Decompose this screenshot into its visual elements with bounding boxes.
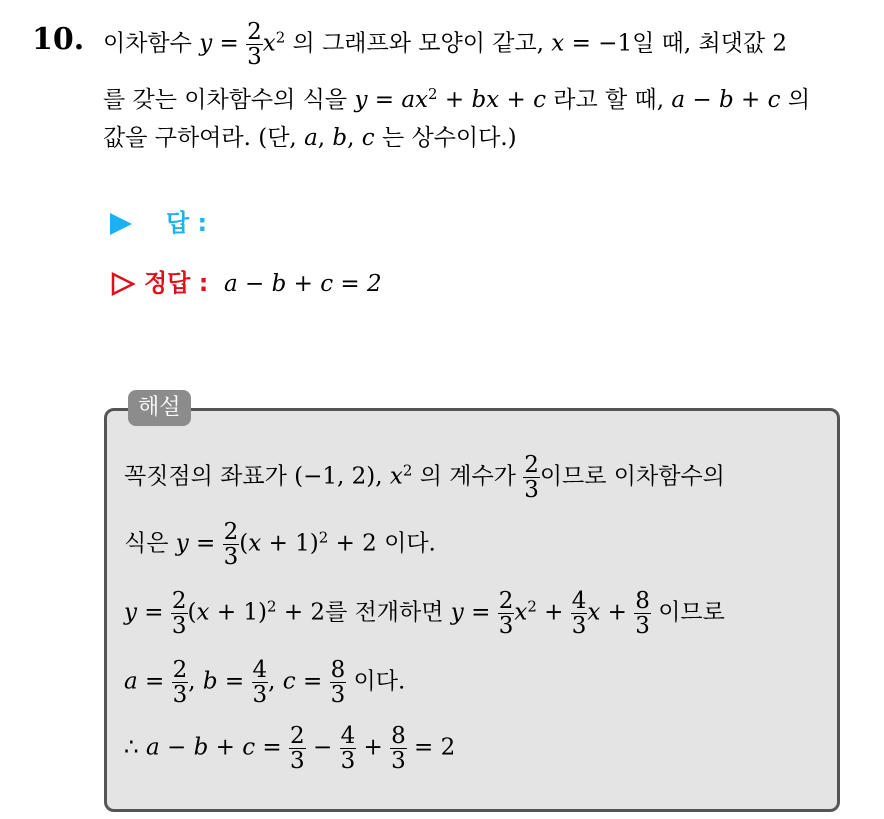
solution-line-5: ∴ a − b + c = $\frac{2}{3}$ − $\frac{4}{3}$ + $\frac{8}{3}$ = 2 <box>124 723 456 775</box>
problem-number: 10. <box>32 22 85 57</box>
solution-line-1: 꼭짓점의 좌표가 (−1, 2), $x^2$ 의 계수가 $\frac{2}{3}$ 이므로 이차함수의 <box>124 452 725 504</box>
solution-line-2: 식은 y = $\frac{2}{3}$ $(x + 1)^2 + 2$ 이다. <box>124 519 436 571</box>
answer-label: 답 : <box>166 209 208 237</box>
correct-answer-value: a − b + c = 2 <box>223 271 382 297</box>
correct-answer-label: 정답 : <box>144 269 209 297</box>
problem-line-1: 이차함수 y = $\frac{2}{3}$ $x^2$ 의 그래프와 모양이 같고, x = −1일 때, 최댓값 2 <box>103 19 788 71</box>
solution-line-3: y = $\frac{2}{3}$ $(x + 1)^2 + 2$를 전개하면 y = $\frac{2}{3}$ $x^2$ + $\frac{4}{3}$ x + $\frac{8}{3}$ 이므로 <box>124 588 725 640</box>
outline-play-icon <box>110 271 136 297</box>
play-icon <box>110 213 132 235</box>
problem-line-2: 를 갖는 이차함수의 식을 $y = ax^2$ + bx + c 라고 할 때, a − b + c 의 <box>103 84 811 113</box>
solution-tag: 해설 <box>128 390 191 426</box>
answer-blank-row <box>110 203 207 238</box>
correct-answer-row <box>110 263 382 298</box>
solution-line-4: a = $\frac{2}{3}$ , b = $\frac{4}{3}$ , c = $\frac{8}{3}$ 이다. <box>124 657 406 709</box>
problem-line-3: 값을 구하여라. (단, a, b, c 는 상수이다.) <box>103 125 517 151</box>
